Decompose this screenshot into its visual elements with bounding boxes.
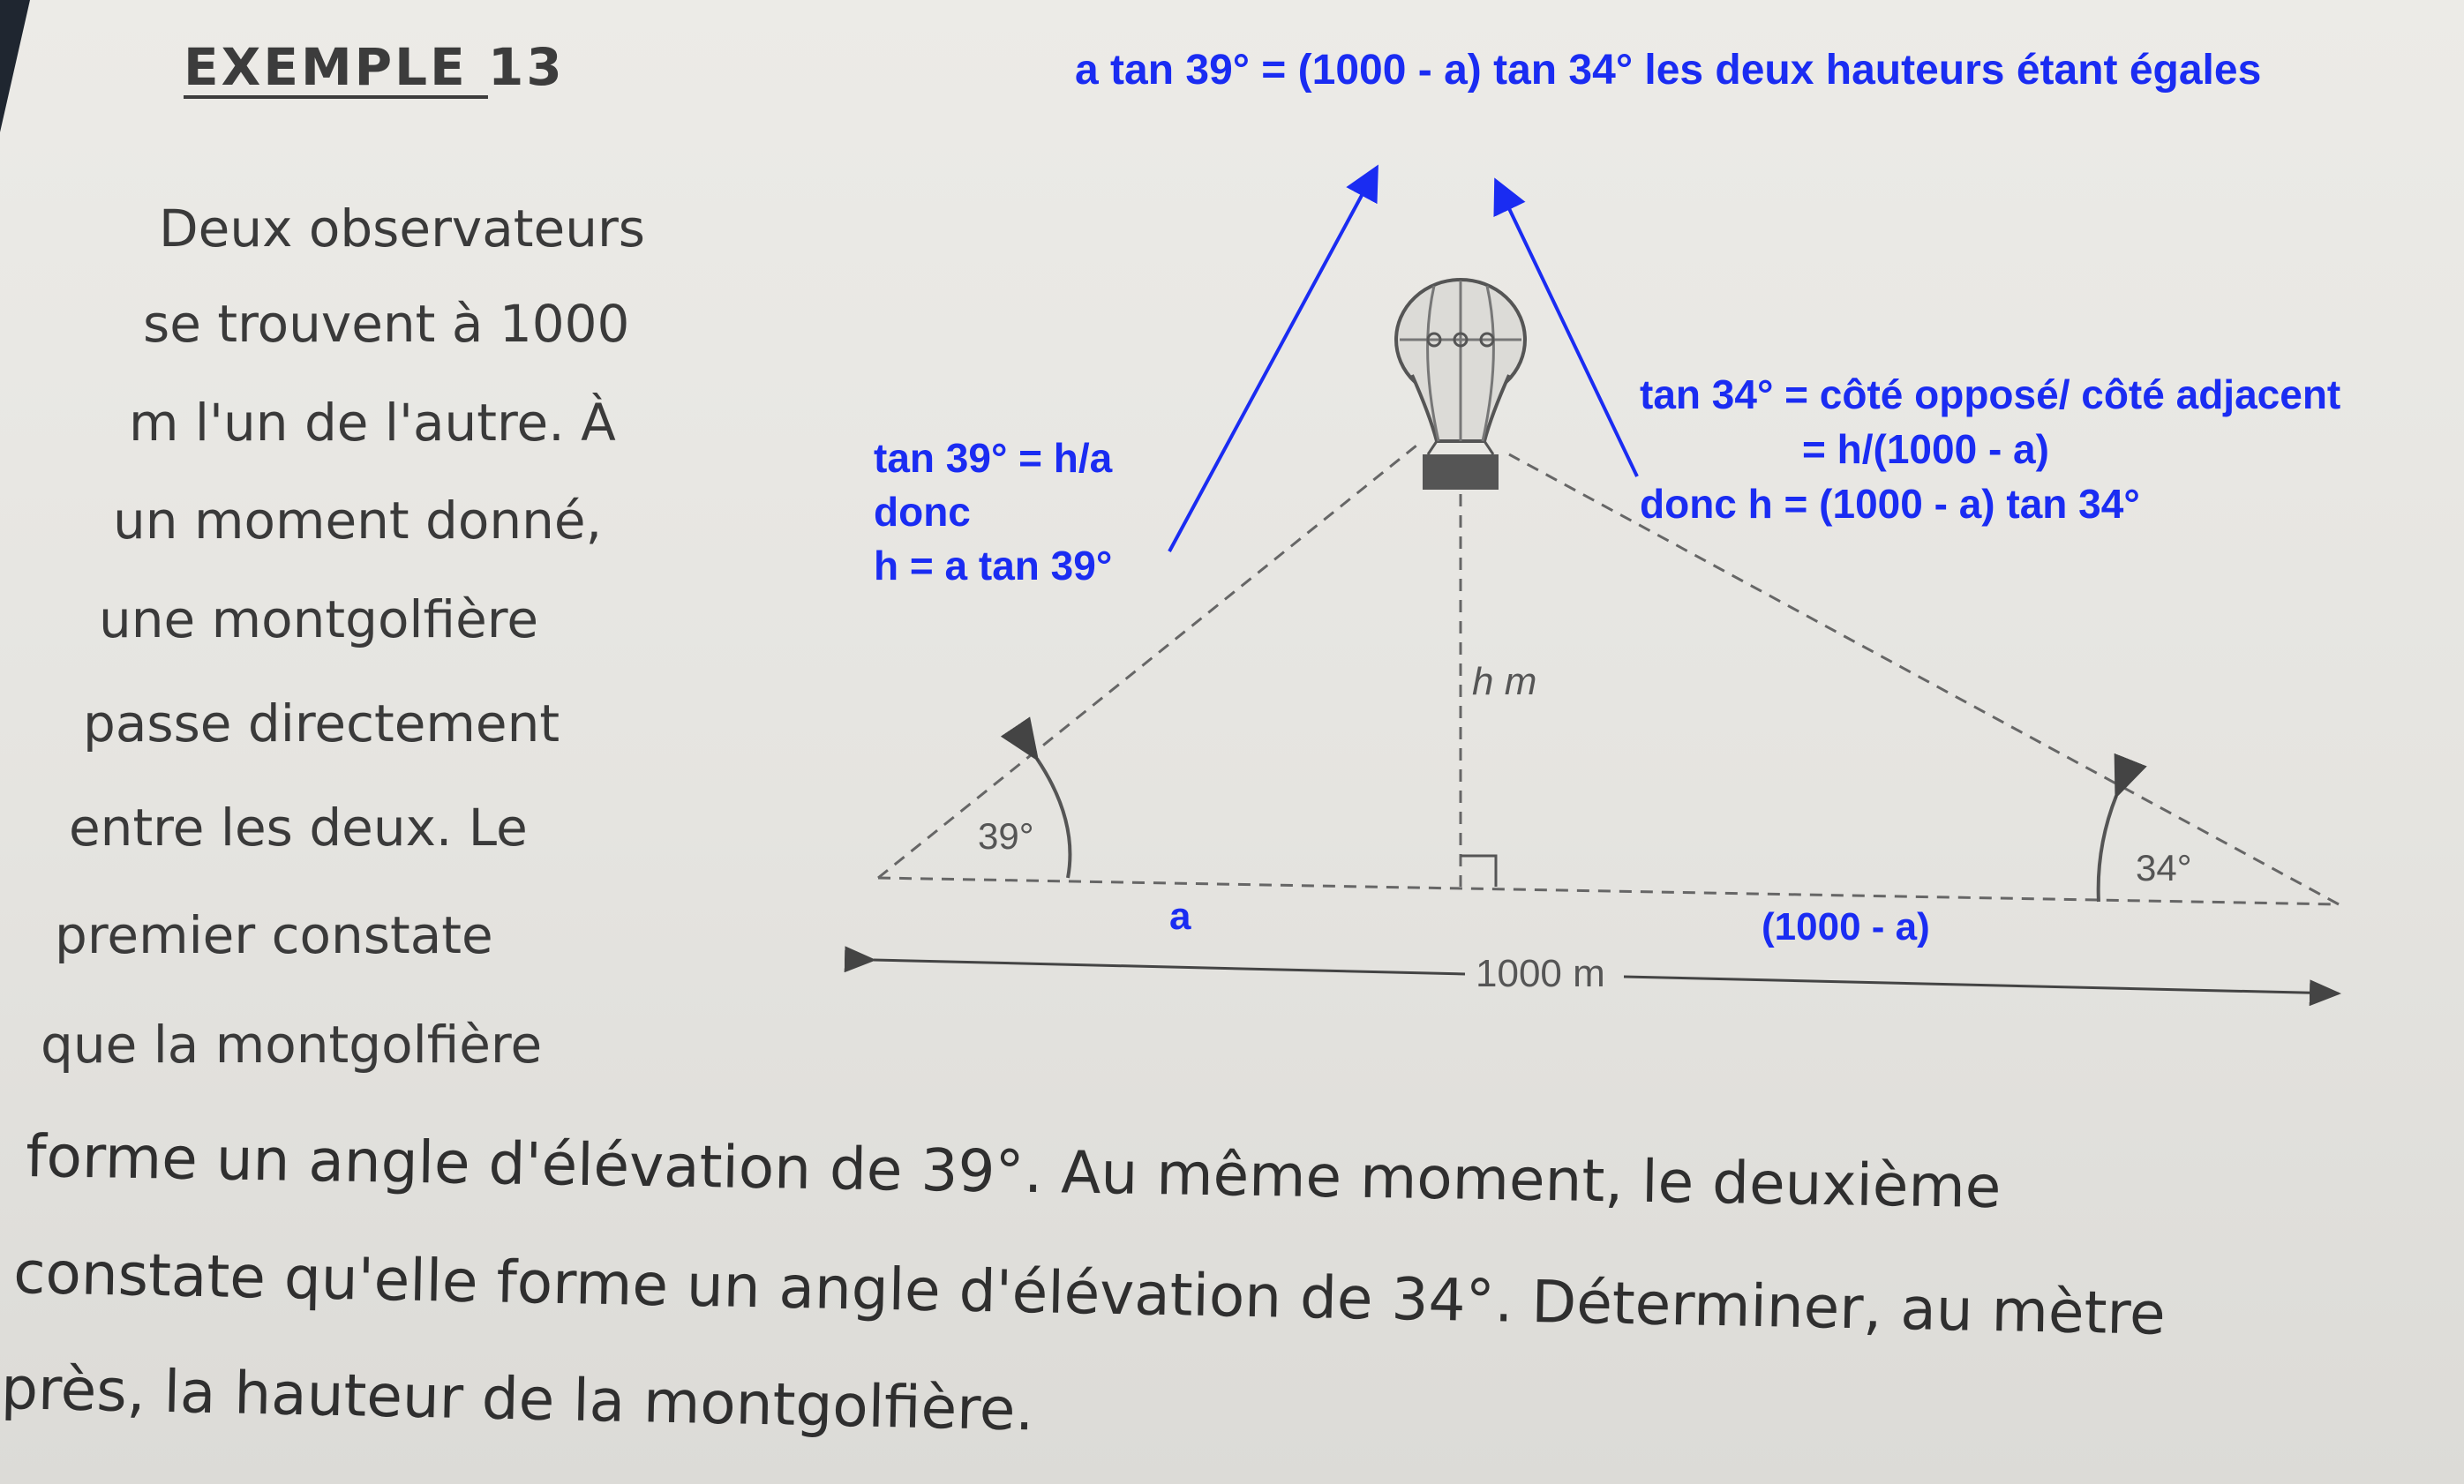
problem-line: que la montgolfière — [41, 1015, 543, 1075]
example-heading-number: 13 — [487, 37, 565, 97]
problem-line: un moment donné, — [113, 491, 603, 551]
example-heading-title: EXEMPLE — [184, 37, 488, 97]
annotation-left-h: h = a tan 39° — [874, 543, 1113, 588]
angle-right-label: 34° — [2136, 847, 2192, 888]
right-angle-marker — [1461, 856, 1496, 887]
balloon-basket — [1423, 454, 1499, 490]
annotation-left-donc: donc — [874, 489, 971, 535]
problem-line: Deux observateurs — [159, 199, 646, 259]
problem-line: entre les deux. Le — [69, 798, 528, 858]
problem-line: se trouvent à 1000 — [143, 294, 630, 354]
annotation-right-donc: donc h = (1000 - a) tan 34° — [1640, 481, 2140, 527]
annotation-left-tan: tan 39° = h/a — [874, 435, 1113, 481]
problem-line: premier constate — [55, 905, 493, 965]
balloon-icon — [1396, 280, 1525, 490]
annotation-equation-top: a tan 39° = (1000 - a) tan 34° les deux hauteurs étant égales — [1075, 47, 2262, 94]
problem-line-wide: constate qu'elle forme un angle d'élévation de 34°. Déterminer, au mètre — [12, 1239, 2167, 1348]
angle-left-label: 39° — [978, 815, 1034, 857]
distance-arrow-right — [1624, 977, 2339, 993]
annotation-label-1000-minus-a: (1000 - a) — [1762, 905, 1930, 948]
annotation-right-tan: tan 34° = côté opposé/ côté adjacent — [1640, 371, 2341, 417]
annotation-right-eq: = h/(1000 - a) — [1802, 426, 2049, 472]
problem-line-wide: près, la hauteur de la montgolfière. — [0, 1354, 1035, 1444]
annotation-label-a: a — [1169, 895, 1191, 938]
problem-line: m l'un de l'autre. À — [129, 393, 616, 453]
blue-arrow-left — [1169, 168, 1377, 551]
right-angle-arc — [2099, 796, 2116, 902]
height-label: h m — [1472, 660, 1537, 703]
problem-line: passe directement — [83, 693, 560, 753]
distance-arrow-left — [874, 960, 1465, 974]
problem-line: une montgolfière — [99, 589, 539, 649]
distance-label: 1000 m — [1476, 952, 1605, 995]
left-angle-arc — [1037, 759, 1070, 878]
problem-line-wide: forme un angle d'élévation de 39°. Au même moment, le deuxième — [25, 1122, 2002, 1222]
baseline-dashed — [878, 878, 2339, 904]
